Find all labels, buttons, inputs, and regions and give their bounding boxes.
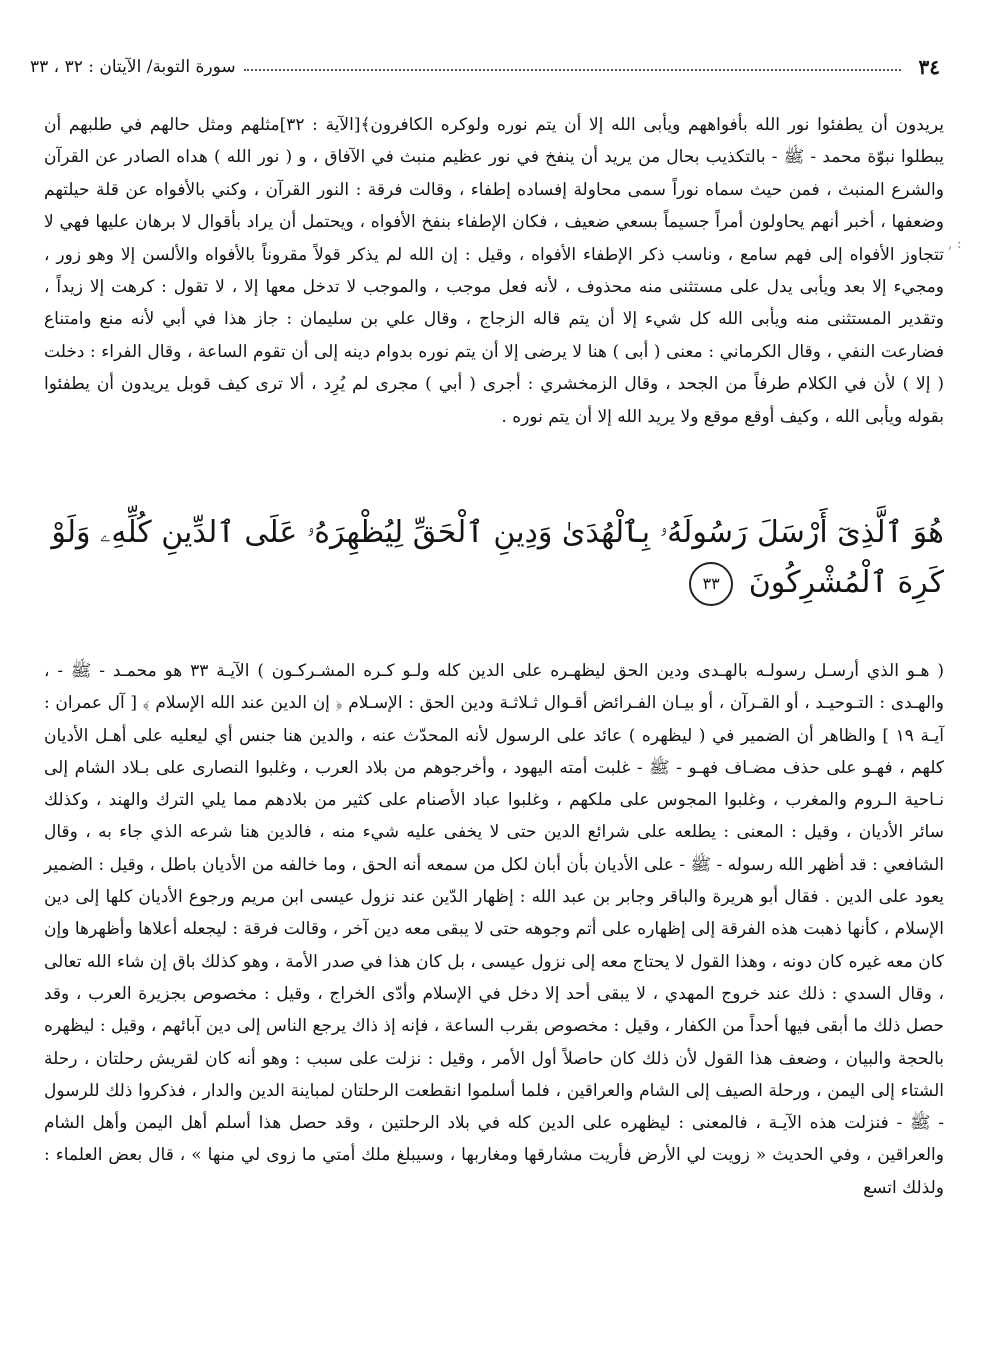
verse-text: هُوَ ٱلَّذِىٓ أَرْسَلَ رَسُولَهُۥ بِٱلْهُدَىٰ وَدِينِ ٱلْحَقِّ لِيُظْهِرَهُۥ عَلَى ٱلدِّينِ كُلِّهِۦ وَلَوْ كَرِهَ ٱلْمُشْرِكُونَ	[51, 515, 944, 600]
quran-verse	[44, 508, 944, 608]
margin-mark: : ,	[948, 236, 962, 252]
header-title: سورة التوبة/ الآيتان : ٣٢ ، ٣٣	[30, 57, 236, 77]
commentary-paragraph-1: يريدون أن يطفئوا نور الله بأفواههم ويأبى الله إلا أن يتم نوره ولوكره الكافرون﴾[الآية : ٣٢]مثلهم ومثل حالهم في طلبهم أن يبطلوا نبوّة محمد - ﷺ - بالتكذيب بحال من يريد أن ينفخ في نور عظيم منبث في الآفاق ، و ( نور الله ) هداه الصادر عن القرآن والشرع المنبث ، فمن حيث سماه نوراً سمى محاولة إفساده إطفاء ، وقالت فرقة : النور القرآن ، وكني بالأفواه عن قلة حيلتهم وضعفها ، أخبر أنهم يحاولون أمراً جسيماً بسعي ضعيف ، فكان الإطفاء بنفخ الأفواه ، ويحتمل أن يراد بأقوال لا برهان عليها فهي لا تتجاوز الأفواه إلى فهم سامع ، وناسب ذكر الإطفاء الأفواه ، وقيل : إن الله لم يذكر قولاً مقروناً بالأفواه والألسن إلا وهو زور ، ومجيء إلا بعد ويأبى يدل على مستثنى منه محذوف ، لأنه فعل موجب ، والموجب لا تدخل معها إلا ، لا تقول : كرهت إلا زيداً ، وتقدير المستثنى منه ويأبى الله كل شيء إلا أن يتم قاله الزجاج ، وقال علي بن سليمان : جاز هذا في أبي لأنه منع وامتناع فضارعت النفي ، وقال الكرماني : معنى ( أبى ) هنا لا يرضى إلا أن يتم نوره بدوام دينه إلى أن تقوم الساعة ، وقال الفراء : دخلت ( إلا ) لأن في الكلام طرفاً من الجحد ، وقال الزمخشري : أجرى ( أبي ) مجرى لم يُرِد ، ألا ترى كيف قوبل يريدون أن يطفئوا بقوله ويأبى الله ، وكيف أوقع موقع ولا يريد الله إلا أن يتم نوره .	[44, 115, 944, 427]
dotted-leader	[244, 69, 901, 71]
running-header	[30, 50, 940, 84]
commentary-paragraph-2: ( هـو الذي أرسـل رسولـه بالهـدى ودين الحق ليظهـره على الدين كله ولـو كـره المشـركـون ) الآيـة ٣٣ هو محمـد - ﷺ - ، والهـدى : التـوحيـد ، أو القـرآن ، أو بيـان الفـرائض أقـوال ثـلاثـة ودين الحق : الإسـلام ﴿ إن الدين عند الله الإسلام ﴾ [ آل عمران : آيـة ١٩ ] والظاهر أن الضمير في ( ليظهره ) عائد على الرسول لأنه المحدّث عنه ، والدين هنا جنس أي ليعليه على أهـل الأديان كلهم ، فهـو على حذف مضـاف فهـو - ﷺ - غلبت أمته اليهود ، وأخرجوهم من بلاد العرب ، وغلبوا النصارى على بـلاد الشام إلى نـاحية الـروم والمغرب ، وغلبوا المجوس على ملكهم ، وغلبوا عباد الأصنام على كثير من بلادهم مما يلي الترك والهند ، وكذلك سائر الأديان ، وقيل : المعنى : يطلعه على شرائع الدين حتى لا يخفى عليه شيء منه ، فالدين هنا شرعه الذي جاء به ، وقال الشافعي : قد أظهر الله رسوله - ﷺ - على الأديان بأن أبان لكل من سمعه أنه الحق ، وما خالفه من الأديان باطل ، وقيل : الضمير يعود على الدين . فقال أبو هريرة والباقر وجابر بن عبد الله : إظهار الدّين عند نزول عيسى ابن مريم ورجوع الأديان كلها إلى دين الإسلام ، كأنها ذهبت هذه الفرقة إلى إظهاره على أتم وجوهه حتى لا يبقى معه دين آخر ، وقالت فرقة : ليجعله أعلاها وأظهرها وإن كان معه غيره كان دونه ، وهذا القول لا يحتاج معه إلى نزول عيسى ، بل كان هذا في صدر الأمة ، وهو كذلك باق إن شاء الله تعالى ، وقال السدي : ذلك عند خروج المهدي ، لا يبقى أحد إلا دخل في الإسلام وأدّى الخراج ، وقيل : مخصوص بجزيرة العرب ، وقد حصل ذلك ما أبقى فيها أحداً من الكفار ، وقيل : مخصوص بقرب الساعة ، فإنه إذ ذاك يرجع الناس إلى دين آبائهم ، وقيل : ليظهره بالحجة والبيان ، وضعف هذا القول لأن ذلك كان حاصلاً أول الأمر ، وقيل : نزلت على سبب : وهو أنه كان لقريش رحلتان ، رحلة الشتاء إلى اليمن ، ورحلة الصيف إلى الشام والعراقين ، فلما أسلموا انقطعت الرحلتان لمباينة الدين والدار ، فذكروا ذلك للرسول - ﷺ - فنزلت هذه الآيـة ، فالمعنى : ليظهره على الدين كله في بلاد الرحلتين ، وقد حصل هذا أسلم أهل اليمن وأهل الشام والعراقين ، وفي الحديث « زويت لي الأرض فأريت مشارقها ومغاربها ، وسيبلغ ملك أمتي ما زوى لي منها » ، قال بعض العلماء : ولذلك اتسع	[44, 661, 944, 1198]
ayah-number-marker: ٣٣	[689, 562, 733, 606]
page-number: ٣٤	[918, 55, 940, 79]
